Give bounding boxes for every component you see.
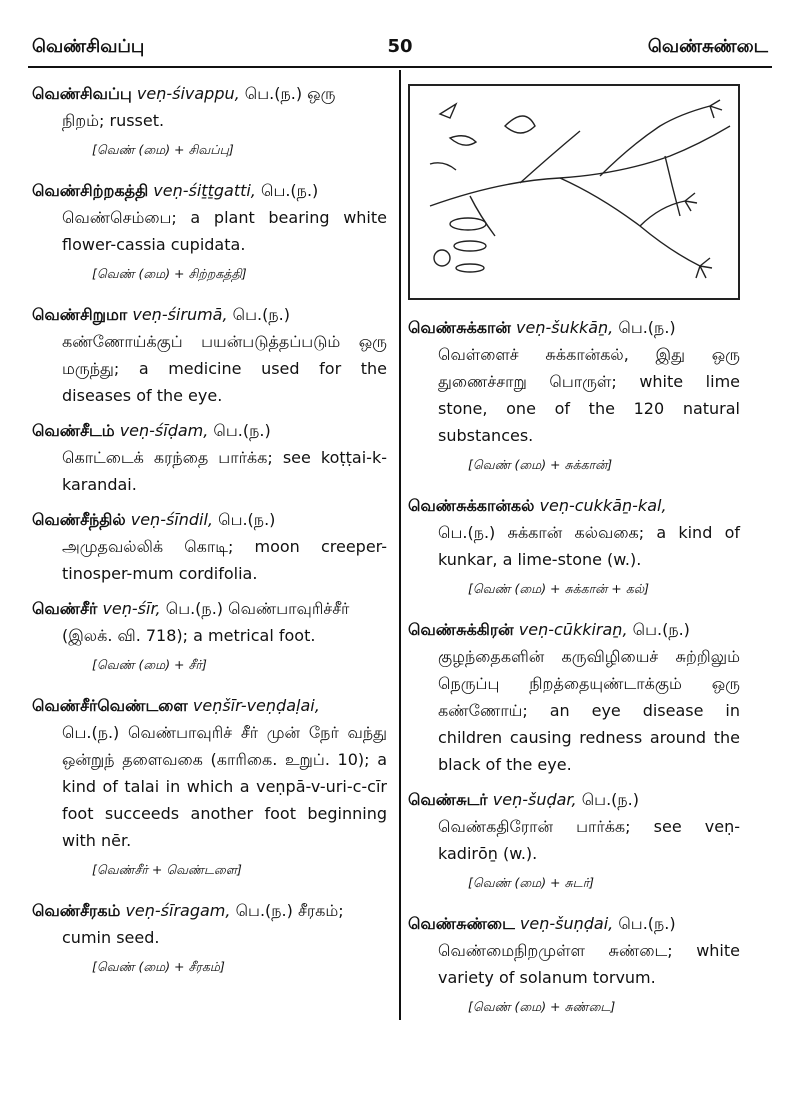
- dictionary-entry: [408, 910, 740, 991]
- transliteration: veṇ-šuṇḍai,: [519, 914, 614, 933]
- grammar-tag: பெ.(ந.): [581, 790, 639, 809]
- definition: வெண்செம்பை; a plant bearing white flower-cassia cupidata.: [62, 208, 387, 254]
- etymology: [வெண் (மை) + சுக்கான்]: [468, 457, 613, 472]
- definition: அமுதவல்லிக் கொடி; moon creeper-tinosper-mum cordifolia.: [62, 537, 387, 583]
- headword: வெண்சிறுமா: [32, 305, 128, 324]
- header-left-word: வெண்சிவப்பு: [32, 36, 145, 57]
- transliteration: veṇ-cukkāṉ-kal,: [539, 496, 667, 515]
- header-rule: [28, 66, 772, 68]
- grammar-tag: பெ.(ந.): [618, 318, 676, 337]
- definition: வெள்ளைச் சுக்கான்கல், இது ஒரு துணைச்சாறு பொருள்; white lime stone, one of the 120 natural substances.: [438, 345, 740, 445]
- headword: வெண்சிற்றகத்தி: [32, 181, 149, 200]
- definition: நிறம்; russet.: [62, 111, 165, 130]
- etymology: [வெண் (மை) + சீர்]: [92, 657, 207, 672]
- dictionary-entry: [408, 314, 740, 449]
- definition: வெண்மைநிறமுள்ள சுண்டை; white variety of solanum torvum.: [438, 941, 740, 987]
- grammar-tag: பெ.(ந.): [260, 181, 319, 200]
- transliteration: veṇ-šuḍar,: [492, 790, 577, 809]
- definition: கொட்டைக் கரந்தை பார்க்க; see koṭṭai-k-karandai.: [62, 448, 387, 494]
- transliteration: veṇ-śīndil,: [130, 510, 214, 529]
- transliteration: veṇ-śīḍam,: [119, 421, 209, 440]
- headword: வெண்சீரகம்: [32, 901, 121, 920]
- header-right-word: வெண்சுண்டை: [647, 36, 768, 57]
- definition: பெ.(ந.) வெண்பாவுரிச் சீர் முன் நேர் வந்து ஒன்றுந் தளைவகை (காரிகை. உறுப். 10); a kind of talai in which a veṇpā-v-uri-c-cīr foot succeeds another foot beginning with nēr.: [62, 723, 387, 850]
- headword: வெண்சீடம்: [32, 421, 115, 440]
- etymology: [வெண் (மை) + சுண்டை]: [468, 999, 616, 1014]
- grammar-tag: பெ.(ந.): [244, 84, 303, 103]
- grammar-tag: பெ.(ந.): [232, 305, 290, 324]
- definition: cumin seed.: [62, 928, 160, 947]
- headword: வெண்சீர்வெண்டளை: [32, 696, 188, 715]
- transliteration: veṇ-śiṯṯgatti,: [153, 181, 256, 200]
- headword: வெண்சுக்கான்: [408, 318, 511, 337]
- definition: வெண்கதிரோன் பார்க்க; see veṇ-kadirōṉ (w.).: [438, 817, 740, 863]
- grammar-tag: பெ.(ந.): [218, 510, 276, 529]
- grammar-tag: பெ.(ந.): [213, 421, 271, 440]
- headword: வெண்சுக்கிரன்: [408, 620, 514, 639]
- headword: வெண்சீந்தில்: [32, 510, 126, 529]
- dictionary-entry: [408, 786, 740, 867]
- dictionary-entry: [32, 692, 387, 854]
- left-column: [32, 80, 387, 994]
- definition: (இலக். வி. 718); a metrical foot.: [62, 626, 316, 645]
- column-divider: [399, 70, 401, 1020]
- definition: பெ.(ந.) சுக்கான் கல்வகை; a kind of kunkar, a lime-stone (w.).: [438, 523, 740, 569]
- page-header: [28, 30, 772, 66]
- etymology: [வெண் (மை) + சிற்றகத்தி]: [92, 266, 247, 281]
- dictionary-entry: [32, 177, 387, 258]
- right-column: [408, 80, 740, 1034]
- headword: வெண்சுக்கான்கல்: [408, 496, 535, 515]
- dictionary-entry: [408, 492, 740, 573]
- etymology: [வெண் (மை) + சுடர்]: [468, 875, 595, 890]
- dictionary-entry: [32, 301, 387, 409]
- transliteration: veṇ-śirumā,: [132, 305, 228, 324]
- page-number: 50: [387, 36, 413, 57]
- definition-start: சீரகம்;: [297, 901, 344, 920]
- grammar-tag: பெ.(ந.): [165, 599, 224, 618]
- transliteration: veṇ-śīr,: [102, 599, 161, 618]
- transliteration: veṇ-šukkāṉ,: [516, 318, 614, 337]
- transliteration: veṇ-cūkkiraṉ,: [518, 620, 628, 639]
- definition-start: ஒரு: [307, 84, 336, 103]
- plant-figure: [408, 84, 740, 300]
- definition-start: வெண்பாவுரிச்சீர்: [228, 599, 350, 618]
- etymology: [வெண் (மை) + சிவப்பு]: [92, 142, 234, 157]
- grammar-tag: பெ.(ந.): [632, 620, 690, 639]
- headword: வெண்சிவப்பு: [32, 84, 132, 103]
- headword: வெண்சீர்: [32, 599, 98, 618]
- dictionary-entry: [32, 417, 387, 498]
- etymology: [வெண் (மை) + சுக்கான் + கல்]: [468, 581, 649, 596]
- dictionary-entry: [32, 80, 387, 134]
- definition: கண்ணோய்க்குப் பயன்படுத்தப்படும் ஒரு மருந்து; a medicine used for the diseases of the eye.: [62, 332, 387, 405]
- plant-illustration-icon: [410, 86, 738, 294]
- transliteration: veṇ-śivappu,: [136, 84, 240, 103]
- transliteration: veṇšīr-veṇḍaḷai,: [192, 696, 320, 715]
- dictionary-entry: [32, 595, 387, 649]
- etymology: [வெண் (மை) + சீரகம்]: [92, 959, 225, 974]
- dictionary-entry: [32, 897, 387, 951]
- dictionary-entry: [32, 506, 387, 587]
- dictionary-entry: [408, 616, 740, 778]
- grammar-tag: பெ.(ந.): [618, 914, 676, 933]
- definition: குழந்தைகளின் கருவிழியைச் சுற்றிலும் நெருப்பு நிறத்தையுண்டாக்கும் ஒரு கண்ணோய்; an eye disease in children causing redness around the black of the eye.: [438, 647, 740, 774]
- grammar-tag: பெ.(ந.): [235, 901, 293, 920]
- headword: வெண்சுண்டை: [408, 914, 515, 933]
- transliteration: veṇ-śīragam,: [125, 901, 231, 920]
- headword: வெண்சுடர்: [408, 790, 488, 809]
- etymology: [வெண்சீர் + வெண்டளை]: [92, 862, 242, 877]
